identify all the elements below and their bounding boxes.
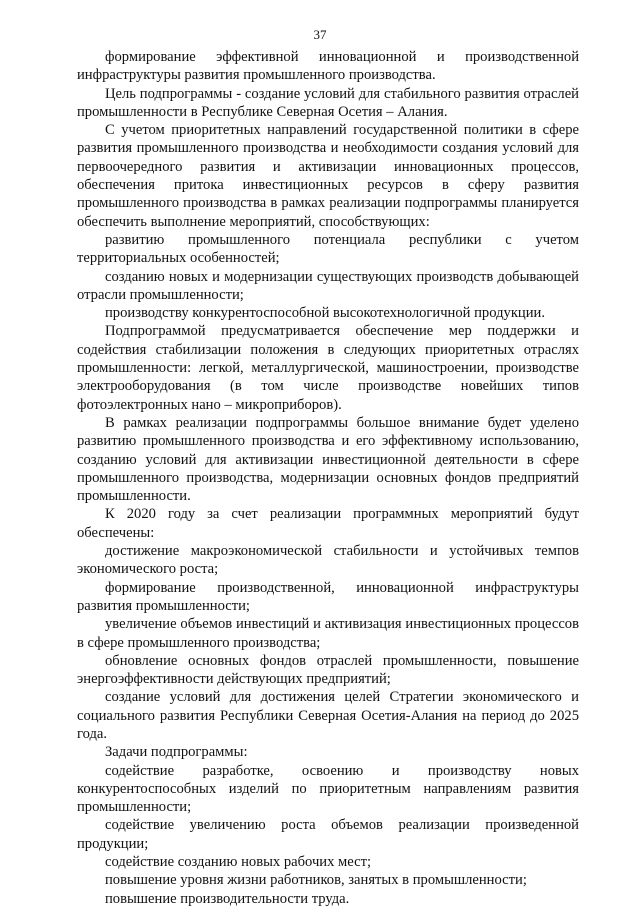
- paragraph-list-item: производству конкурентоспособной высокотехнологичной продукции.: [105, 305, 545, 322]
- paragraph-priority-directions: С учетом приоритетных направлений государственной политики в сфере развития промышленного производства и необходимости создания условий для первоочередного развития и активизации инновационных процессов, обеспечения притока инвестиционных ресурсов в сферу развития промышленного производства в рамках реализации подпрограммы планируется обеспечить выполнение мероприятий, способствующих:: [77, 122, 579, 230]
- paragraph-list-item: создание условий для достижения целей Стратегии экономического и социального развития Республики Северная Осетия-Алания на период до 2025 года.: [77, 689, 579, 742]
- paragraph-list-item: формирование производственной, инновационной инфраструктуры развития промышленности;: [77, 579, 579, 614]
- paragraph-list-item: повышение уровня жизни работников, занятых в промышленности;: [105, 872, 527, 889]
- paragraph-list-item: увеличение объемов инвестиций и активизация инвестиционных процессов в сфере промышленного производства;: [77, 616, 579, 651]
- paragraph-list-item: содействие созданию новых рабочих мест;: [105, 854, 372, 871]
- paragraph-list-item: содействие увеличению роста объемов реализации произведенной продукции;: [77, 817, 579, 852]
- paragraph-support-measures: Подпрограммой предусматривается обеспечение мер поддержки и содействия стабилизации положения в следующих приоритетных отраслях промышленности: легкой, металлургической, машиностроении, производстве электрооборудования (в том числе производстве новейших типов фотоэлектронных нано – микроприборов).: [77, 323, 579, 413]
- paragraph-attention: В рамках реализации подпрограммы большое внимание будет уделено развитию промышленного производства и его эффективному использованию, созданию условий для активизации инвестиционной деятельности в сфере промышленного производства, модернизации основных фондов предприятий промышленности.: [77, 414, 579, 505]
- paragraph-list-item: достижение макроэкономической стабильности и устойчивых темпов экономического роста;: [77, 543, 579, 578]
- paragraph-subprogram-goal: Цель подпрограммы - создание условий для стабильного развития отраслей промышленности в Республике Северная Осетия – Алания.: [77, 85, 579, 120]
- page-number: 37: [313, 27, 327, 42]
- paragraph-list-item: обновление основных фондов отраслей промышленности, повышение энергоэффективности действующих предприятий;: [77, 652, 579, 688]
- paragraph-list-item: созданию новых и модернизации существующих производств добывающей отрасли промышленности;: [77, 268, 579, 303]
- document-body: [77, 48, 579, 908]
- paragraph-list-item: содействие разработке, освоению и производству новых конкурентоспособных изделий по приоритетным направлениям развития промышленности;: [77, 762, 579, 816]
- paragraph-list-item: развитию промышленного потенциала республики с учетом территориальных особенностей;: [77, 231, 579, 267]
- paragraph-tasks-heading: Задачи подпрограммы:: [105, 744, 248, 761]
- paragraph-infrastructure-formation: формирование эффективной инновационной и производственной инфраструктуры развития промышленного производства.: [77, 49, 579, 84]
- paragraph-list-item: повышение производительности труда.: [105, 890, 350, 907]
- paragraph-by-2020: К 2020 году за счет реализации программных мероприятий будут обеспечены:: [77, 506, 579, 541]
